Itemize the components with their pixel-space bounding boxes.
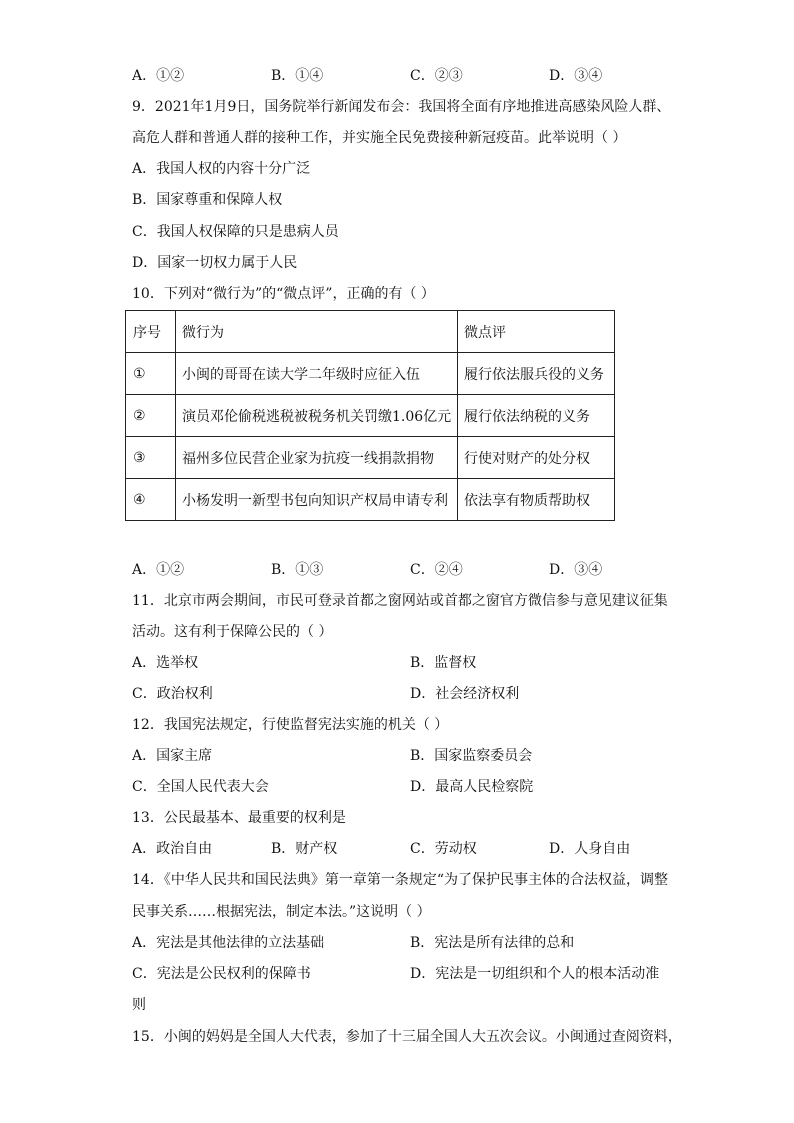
question-12-option-d: D．最高人民检察院 xyxy=(410,779,534,795)
question-14-stem-line1: 14．《中华人民共和国民法典》第一章第一条规定“为了保护民事主体的合法权益，调整 xyxy=(132,872,668,888)
question-13-option-d: D．人身自由 xyxy=(549,841,631,857)
question-11-option-b: B．监督权 xyxy=(410,655,477,671)
question-12-option-c: C．全国人民代表大会 xyxy=(132,779,269,795)
table-header-cell: 微点评 xyxy=(458,311,615,353)
table-cell: 小闽的哥哥在读大学二年级时应征入伍 xyxy=(176,353,458,395)
question-11-stem-line2: 活动。这有利于保障公民的（ ） xyxy=(132,624,333,640)
table-cell: 行使对财产的处分权 xyxy=(458,437,615,479)
question-14-option-d: D．宪法是一切组织和个人的根本活动准 xyxy=(410,966,660,982)
question-13-stem: 13．公民最基本、最重要的权利是 xyxy=(132,810,346,826)
question-12-option-b: B．国家监察委员会 xyxy=(410,748,533,764)
question-9-option-c: C．我国人权保障的只是患病人员 xyxy=(132,224,339,240)
table-row xyxy=(126,479,615,521)
table-cell: ③ xyxy=(126,437,176,479)
question-9-option-a: A．我国人权的内容十分广泛 xyxy=(132,161,311,177)
question-10-option-b: B．①③ xyxy=(271,562,324,578)
table-row xyxy=(126,395,615,437)
table-cell: ② xyxy=(126,395,176,437)
question-14-option-b: B．宪法是所有法律的总和 xyxy=(410,935,575,951)
question-14-option-c: C．宪法是公民权利的保障书 xyxy=(132,966,311,982)
question-11-stem-line1: 11．北京市两会期间，市民可登录首都之窗网站或首都之窗官方微信参与意见建议征集 xyxy=(132,593,668,609)
question-14-option-d-wrap: 则 xyxy=(132,997,146,1013)
question-13-option-a: A．政治自由 xyxy=(132,841,213,857)
option-c: C．②③ xyxy=(410,68,463,84)
option-b: B．①④ xyxy=(271,68,324,84)
table-cell: 福州多位民营企业家为抗疫一线捐款捐物 xyxy=(176,437,458,479)
question-9-stem-line1: 9．2021年1月9日，国务院举行新闻发布会：我国将全面有序地推进高感染风险人群、 xyxy=(132,99,671,115)
question-12-option-a: A．国家主席 xyxy=(132,748,213,764)
table-header-row xyxy=(126,311,615,353)
table-cell: 小杨发明一新型书包向知识产权局申请专利 xyxy=(176,479,458,521)
table-cell: 履行依法纳税的义务 xyxy=(458,395,615,437)
table-row xyxy=(126,437,615,479)
table-cell: 依法享有物质帮助权 xyxy=(458,479,615,521)
question-9-option-d: D．国家一切权力属于人民 xyxy=(132,255,298,271)
table-header-cell: 微行为 xyxy=(176,311,458,353)
question-10-stem: 10．下列对“微行为”的“微点评”，正确的有（ ） xyxy=(132,286,435,302)
question-9-stem-line2: 高危人群和普通人群的接种工作，并实施全民免费接种新冠疫苗。此举说明（ ） xyxy=(132,130,627,146)
question-14-option-a: A．宪法是其他法律的立法基础 xyxy=(132,935,325,951)
question-11-option-c: C．政治权利 xyxy=(132,686,213,702)
question-11-option-d: D．社会经济权利 xyxy=(410,686,520,702)
micro-behavior-table xyxy=(125,310,615,521)
table-cell: 履行依法服兵役的义务 xyxy=(458,353,615,395)
question-15-stem-line1: 15．小闽的妈妈是全国人大代表，参加了十三届全国人大五次会议。小闽通过查阅资料， xyxy=(132,1029,682,1045)
table-cell: ① xyxy=(126,353,176,395)
table-cell: 演员邓伦偷税逃税被税务机关罚缴1.06亿元 xyxy=(176,395,458,437)
table-cell: ④ xyxy=(126,479,176,521)
question-9-option-b: B．国家尊重和保障人权 xyxy=(132,192,283,208)
question-12-stem: 12．我国宪法规定，行使监督宪法实施的机关（ ） xyxy=(132,717,449,733)
question-13-option-b: B．财产权 xyxy=(271,841,338,857)
question-13-option-c: C．劳动权 xyxy=(410,841,477,857)
option-d: D．③④ xyxy=(549,68,603,84)
question-14-stem-line2: 民事关系……根据宪法，制定本法。”这说明（ ） xyxy=(132,904,431,920)
question-10-option-a: A．①② xyxy=(132,562,185,578)
option-a: A．①② xyxy=(132,68,185,84)
question-11-option-a: A．选举权 xyxy=(132,655,199,671)
table-header-cell: 序号 xyxy=(126,311,176,353)
question-10-option-d: D．③④ xyxy=(549,562,603,578)
table-row xyxy=(126,353,615,395)
question-10-option-c: C．②④ xyxy=(410,562,463,578)
